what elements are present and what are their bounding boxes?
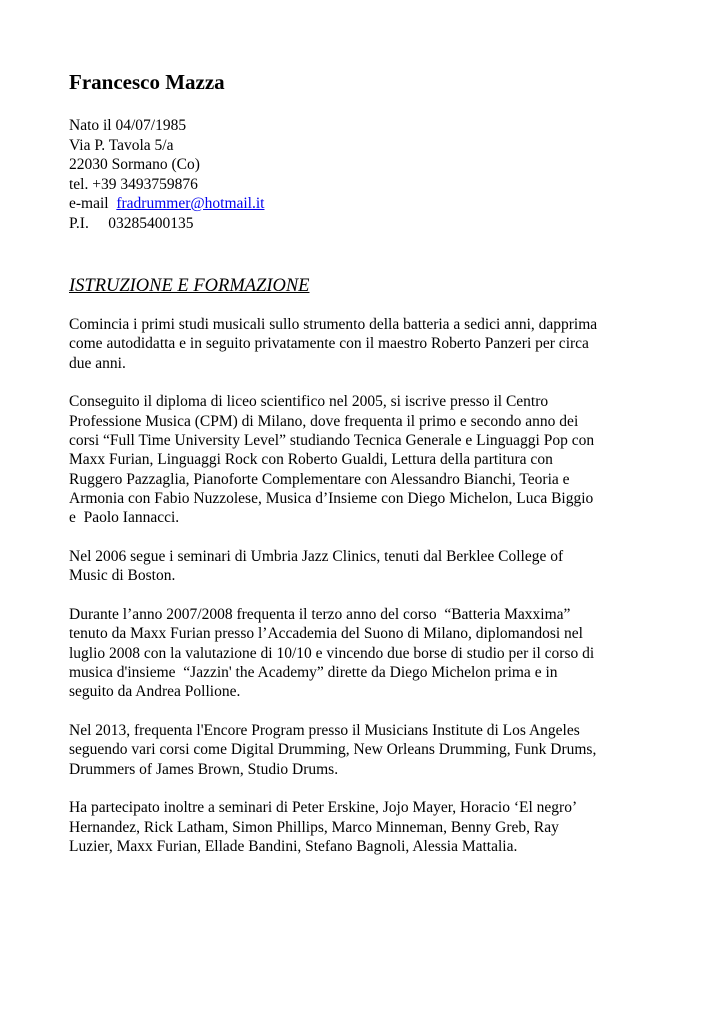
- vat-number: P.I. 03285400135: [69, 214, 194, 232]
- paragraph-line: tenuto da Maxx Furian presso l’Accademia del Suono di Milano, diplomandosi nel: [69, 625, 583, 643]
- paragraph-line: Drummers of James Brown, Studio Drums.: [69, 760, 339, 778]
- paragraph: [69, 721, 659, 779]
- contact-block: [69, 116, 659, 233]
- paragraph-line: Professione Musica (CPM) di Milano, dove frequenta il primo e secondo anno dei: [69, 412, 579, 430]
- paragraph-line: corsi “Full Time University Level” studiando Tecnica Generale e Linguaggi Pop con: [69, 431, 595, 449]
- education-paragraphs: [69, 315, 659, 856]
- paragraph-line: Music di Boston.: [69, 567, 176, 585]
- document-page: [69, 68, 659, 856]
- city-address: 22030 Sormano (Co): [69, 156, 200, 173]
- paragraph-line: Comincia i primi studi musicali sullo strumento della batteria a sedici anni, dapprima: [69, 316, 598, 333]
- paragraph-line: seguendo vari corsi come Digital Drumming, New Orleans Drumming, Funk Drums,: [69, 741, 597, 759]
- paragraph-line: Hernandez, Rick Latham, Simon Phillips, Marco Minneman, Benny Greb, Ray: [69, 818, 559, 836]
- paragraph-line: Maxx Furian, Linguaggi Rock con Roberto Gualdi, Lettura della partitura con: [69, 451, 553, 469]
- email-label: e-mail: [69, 195, 117, 212]
- paragraph: [69, 392, 659, 527]
- paragraph-line: luglio 2008 con la valutazione di 10/10 e vincendo due borse di studio per il corso di: [69, 644, 595, 662]
- section-title-education: ISTRUZIONE E FORMAZIONE: [69, 276, 310, 296]
- street-address: Via P. Tavola 5/a: [69, 136, 174, 154]
- paragraph-line: Durante l’anno 2007/2008 frequenta il terzo anno del corso “Batteria Maxxima”: [69, 606, 571, 624]
- paragraph-line: due anni.: [69, 354, 126, 372]
- birth-date: Nato il 04/07/1985: [69, 117, 187, 134]
- paragraph-line: Ruggero Pazzaglia, Pianoforte Complementare con Alessandro Bianchi, Teoria e: [69, 470, 570, 488]
- paragraph-line: Conseguito il diploma di liceo scientifico nel 2005, si iscrive presso il Centro: [69, 393, 549, 411]
- email-link[interactable]: fradrummer@hotmail.it: [116, 195, 265, 212]
- paragraph: [69, 605, 659, 701]
- paragraph-line: musica d'insieme “Jazzin' the Academy” dirette da Diego Michelon prima e in: [69, 663, 558, 681]
- paragraph: [69, 798, 659, 856]
- person-name: Francesco Mazza: [69, 70, 225, 94]
- paragraph-line: e Paolo Iannacci.: [69, 509, 180, 527]
- paragraph-line: Luzier, Maxx Furian, Ellade Bandini, Stefano Bagnoli, Alessia Mattalia.: [69, 838, 518, 856]
- paragraph-line: Armonia con Fabio Nuzzolese, Musica d’Insieme con Diego Michelon, Luca Biggio: [69, 489, 594, 507]
- paragraph: [69, 547, 659, 586]
- paragraph-line: Nel 2006 segue i seminari di Umbria Jazz Clinics, tenuti dal Berklee College of: [69, 547, 564, 565]
- paragraph-line: Nel 2013, frequenta l'Encore Program presso il Musicians Institute di Los Angeles: [69, 722, 580, 740]
- phone-number: tel. +39 3493759876: [69, 175, 198, 193]
- paragraph-line: come autodidatta e in seguito privatamente con il maestro Roberto Panzeri per circa: [69, 335, 589, 353]
- email-row: [69, 194, 659, 214]
- paragraph-line: Ha partecipato inoltre a seminari di Peter Erskine, Jojo Mayer, Horacio ‘El negro’: [69, 799, 578, 817]
- paragraph: [69, 315, 659, 373]
- paragraph-line: seguito da Andrea Pollione.: [69, 683, 241, 701]
